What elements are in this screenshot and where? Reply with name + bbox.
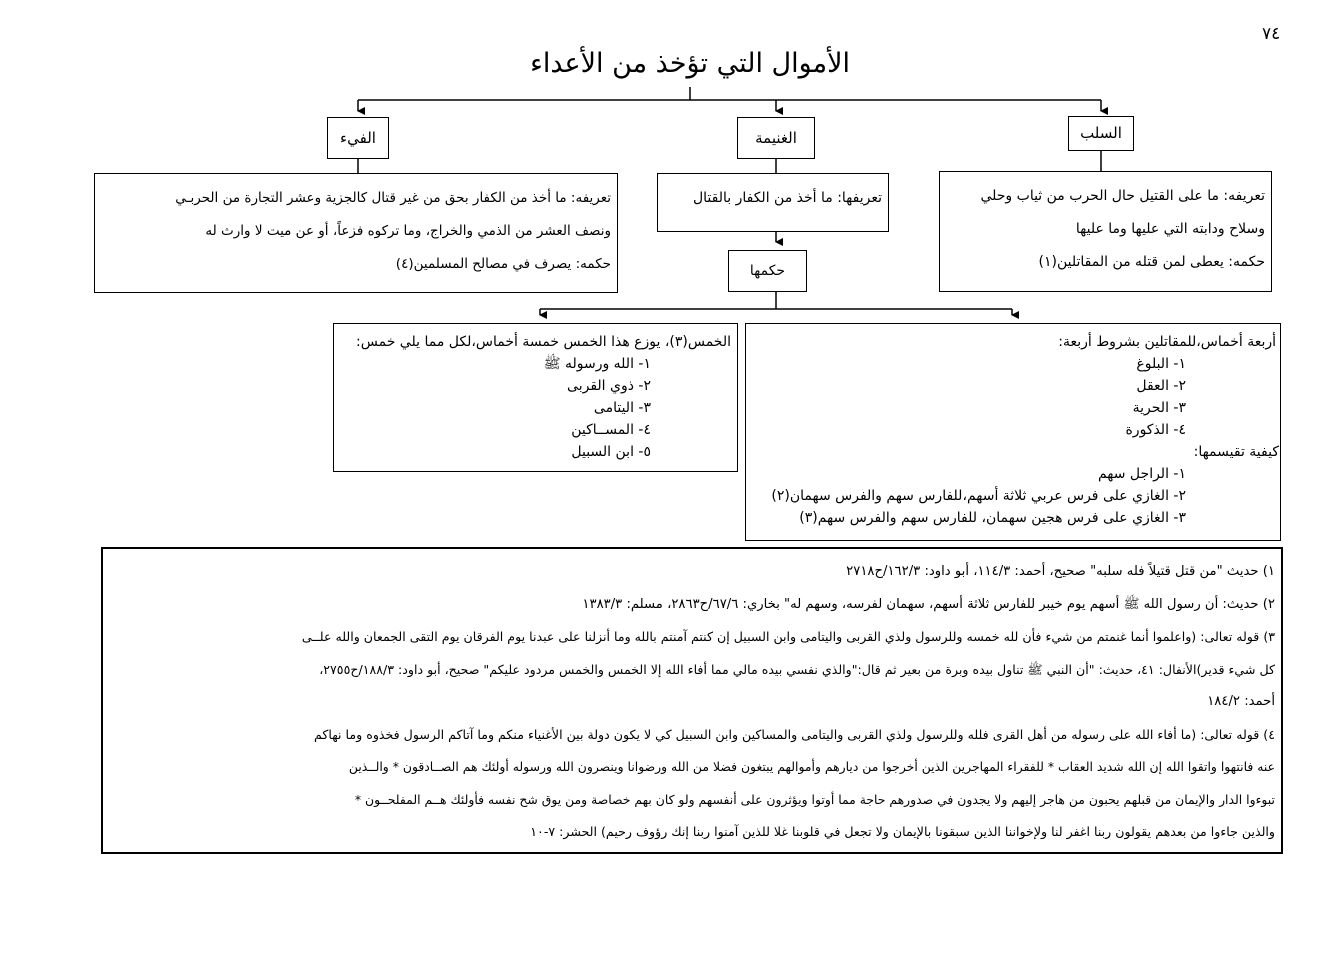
footnote-line: كل شيء قدير)الأنفال: ٤١، حديث: "أن النبي ﷺ تناول بيده وبرة من بعير ثم قال:"والذي نفسي بيده مالي مما أفاء الله إلا الخمس والخمس مردود عليكم" صحيح، أبو داود: ١٨٨/٣/ح٢٧٥٥، xyxy=(319,661,1275,677)
four-fifths-box xyxy=(745,323,1281,541)
fifth-heading: الخمس(٣)، يوزع هذا الخمس خمسة أخماس،لكل مما يلي خمس: xyxy=(356,334,731,350)
condition-item: ١- البلوغ xyxy=(1136,356,1186,372)
page-title: الأموال التي تؤخذ من الأعداء xyxy=(530,48,850,79)
salab-line: وسلاح ودابته التي عليها وما عليها xyxy=(1075,221,1265,237)
fay-line: تعريفه: ما أخذ من الكفار بحق من غير قتال كالجزية وعشر التجارة من الحربـي xyxy=(175,190,611,206)
salab-definition-box xyxy=(939,171,1272,292)
fifth-item: ٥- ابن السبيل xyxy=(571,444,651,460)
footnote-line: ٤) قوله تعالى: (ما أفاء الله على رسوله من أهل القرى فلله وللرسول ولذي القربى واليتامى والمساكين وابن السبيل كي لا يكون دولة بين الأغنياء منكم وما آتاكم الرسول فخذوه وما نهاكم xyxy=(314,726,1275,742)
ghanima-definition-box xyxy=(657,173,889,232)
footnote-line: ٢) حديث: أن رسول الله ﷺ أسهم يوم خيبر للفارس ثلاثة أسهم، سهمان لفرسه، وسهم له" بخاري: ٦٧/٦/ح٢٨٦٣، مسلم: ١٣٨٣/٣ xyxy=(582,596,1275,612)
ghanima-definition: تعريفها: ما أخذ من الكفار بالقتال xyxy=(692,190,882,206)
category-fay-box xyxy=(327,117,389,159)
category-ghanima-box xyxy=(737,117,815,159)
division-item: ٢- الغازي على فرس عربي ثلاثة أسهم،للفارس سهم والفرس سهمان(٢) xyxy=(771,488,1186,504)
fay-line: ونصف العشر من الذمي والخراج، وما تركوه فزعاً، أو عن ميت لا وارث له xyxy=(205,223,611,239)
fay-definition-box xyxy=(94,173,618,293)
four-fifths-heading: أربعة أخماس،للمقاتلين بشروط أربعة: xyxy=(1058,334,1276,350)
page-number: ٧٤ xyxy=(1262,24,1281,44)
footnote-line: ٣) قوله تعالى: (واعلموا أنما غنمتم من شيء فأن لله خمسه وللرسول ولذي القربى واليتامى وابن السبيل إن كنتم آمنتم بالله وما أنزلنا على عبدنا يوم الفرقان يوم التقى الجمعان والله علــى xyxy=(301,629,1275,644)
category-salab-box xyxy=(1068,116,1134,151)
footnote-line: تبوءوا الدار والإيمان من قبلهم يحبون من هاجر إليهم ولا يجدون في صدورهم حاجة مما أوتوا ويؤثرون على أنفسهم ولو كان بهم خصاصة ومن يوق شح نفسه فأولئك هــم المفلحــون * xyxy=(354,791,1275,807)
fay-line: حكمه: يصرف في مصالح المسلمين(٤) xyxy=(395,256,611,272)
ghanima-ruling-label: حكمها xyxy=(749,263,786,279)
footnote-line: أحمد: ١٨٤/٢ xyxy=(1207,694,1275,709)
footnote-line: والذين جاءوا من بعدهم يقولون ربنا اغفر لنا ولإخواننا الذين سبقونا بالإيمان ولا تجعل في قلوبنا غلا للذين آمنوا ربنا إنك رؤوف رحيم) الحشر: ٧-١٠ xyxy=(530,824,1275,839)
fifth-item: ١- الله ورسوله ﷺ xyxy=(543,356,651,372)
category-ghanima-label: الغنيمة xyxy=(755,129,797,147)
fifth-box xyxy=(333,323,738,472)
condition-item: ٣- الحرية xyxy=(1132,400,1186,416)
salab-line: تعريفه: ما على القتيل حال الحرب من ثياب وحلي xyxy=(980,188,1265,204)
division-heading: كيفية تقيسمها: xyxy=(1193,444,1279,460)
footnote-line: ١) حديث "من قتل قتيلاً فله سلبه" صحيح، أحمد: ١١٤/٣، أبو داود: ١٦٢/٣/ح٢٧١٨ xyxy=(846,564,1275,579)
category-fay-label: الفيء xyxy=(340,129,376,147)
footnotes-box xyxy=(101,547,1283,854)
division-item: ١- الراجل سهم xyxy=(1097,466,1186,482)
salab-line: حكمه: يعطى لمن قتله من المقاتلين(١) xyxy=(1038,254,1265,270)
category-salab-label: السلب xyxy=(1080,124,1122,142)
fifth-item: ٣- اليتامى xyxy=(593,400,651,416)
condition-item: ٤- الذكورة xyxy=(1125,422,1186,438)
fifth-item: ٢- ذوي القربى xyxy=(567,378,651,394)
footnote-line: عنه فانتهوا واتقوا الله إن الله شديد العقاب * للفقراء المهاجرين الذين أخرجوا من ديارهم وأموالهم يبتغون فضلا من الله ورضوانا وينصرون الله ورسوله أولئك هم الصــادقون * والــذين xyxy=(348,759,1275,774)
condition-item: ٢- العقل xyxy=(1136,378,1186,394)
ghanima-ruling-box xyxy=(728,250,807,292)
division-item: ٣- الغازي على فرس هجين سهمان، للفارس سهم والفرس سهم(٣) xyxy=(799,510,1186,526)
fifth-item: ٤- المســاكين xyxy=(571,422,651,438)
